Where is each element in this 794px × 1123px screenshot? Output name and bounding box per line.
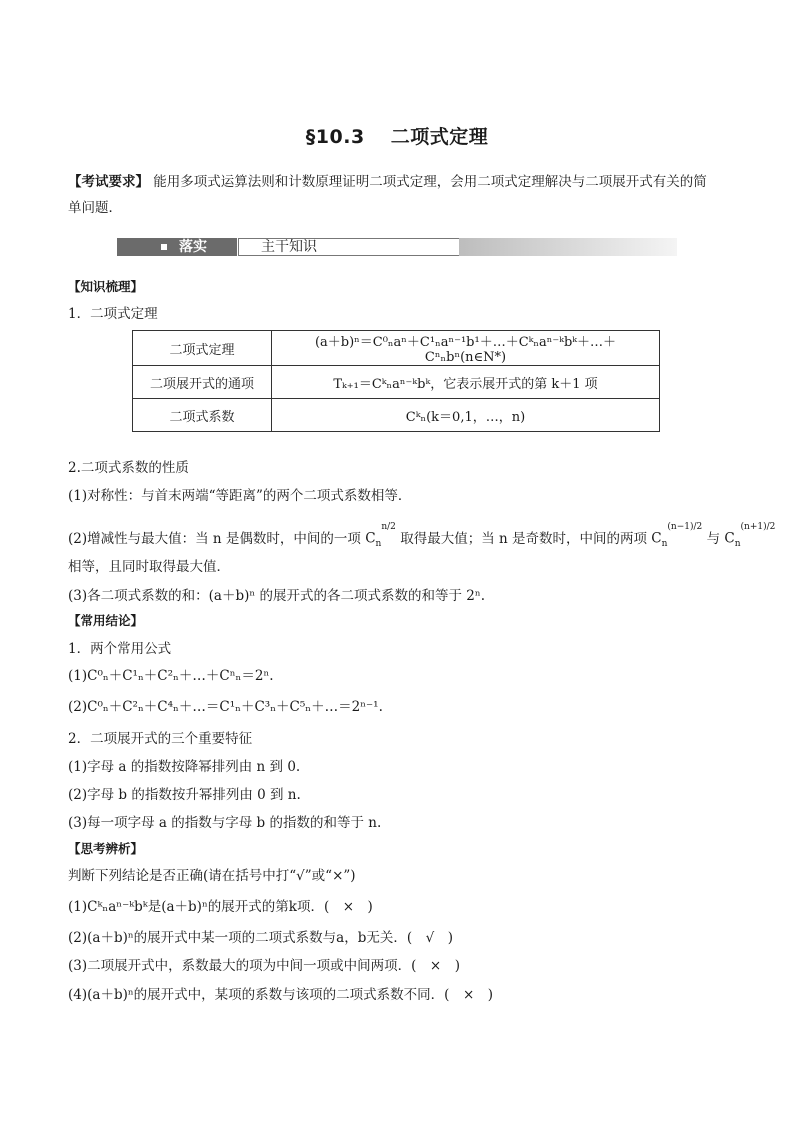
property-2-end: 相等，且同时取得最大值． [68,559,230,575]
requirement-label: 【考试要求】 [68,174,149,190]
binomial-symbol-high: $C_n^{(n+1)/2}$ [724,522,776,550]
feature-1: (1)字母 a 的指数按降幂排列由 n 到 0. [68,759,301,775]
page-title [0,122,794,149]
feature-2: (2)字母 b 的指数按升幂排列由 0 到 n. [68,787,301,803]
conclusion-item-1: 1．两个常用公式 [68,641,172,657]
property-1: (1)对称性：与首末两端“等距离”的两个二项式系数相等． [68,488,412,504]
property-2 [68,522,776,553]
requirement-line-2: 单问题． [68,200,122,216]
question-3: (3)二项展开式中，系数最大的项为中间一项或中间两项．( × ) [68,958,460,974]
binomial-symbol-mid: $C_n^{n/2}$ [365,522,396,550]
banner-gradient [459,238,677,256]
table-key: 二项式定理 [133,331,272,366]
banner-right [238,238,460,256]
table-row [133,399,660,432]
section-name: 二项式定理 [390,126,489,148]
square-bullet-icon [161,244,167,250]
binomial-table [132,330,660,432]
table-value: (a＋b)ⁿ＝C⁰ₙaⁿ＋C¹ₙaⁿ⁻¹b¹＋…＋Cᵏₙaⁿ⁻ᵏbᵏ＋…＋Cⁿₙbⁿ(n∈N*) [272,331,660,366]
property-2-part-a: (2)增减性与最大值：当 n 是偶数时，中间的一项 [68,531,361,548]
question-1: (1)Cᵏₙaⁿ⁻ᵏbᵏ是(a＋b)ⁿ的展开式的第k项．( × ) [68,899,373,915]
knowledge-heading: 【知识梳理】 [68,279,144,294]
formula-1: (1)C⁰ₙ＋C¹ₙ＋C²ₙ＋…＋Cⁿₙ＝2ⁿ. [68,668,274,684]
knowledge-item-2: 2.二项式系数的性质 [68,460,189,476]
question-2: (2)(a＋b)ⁿ的展开式中某一项的二项式系数与a，b无关．( √ ) [68,930,454,946]
thinking-intro: 判断下列结论是否正确(请在括号中打“√”或“×”) [68,868,356,884]
table-row [133,331,660,366]
question-4: (4)(a＋b)ⁿ的展开式中，某项的系数与该项的二项式系数不同．( × ) [68,987,494,1003]
feature-3: (3)每一项字母 a 的指数与字母 b 的指数的和等于 n. [68,815,382,831]
property-3: (3)各二项式系数的和：(a＋b)ⁿ 的展开式的各二项式系数的和等于 2ⁿ. [68,588,485,604]
formula-2: (2)C⁰ₙ＋C²ₙ＋C⁴ₙ＋…＝C¹ₙ＋C³ₙ＋C⁵ₙ＋…＝2ⁿ⁻¹. [68,699,383,715]
conclusion-item-2: 2．二项展开式的三个重要特征 [68,731,253,747]
conclusion-heading: 【常用结论】 [68,613,144,628]
section-banner [117,236,677,258]
requirement-line-1 [68,173,726,191]
banner-left [117,238,237,256]
banner-right-label: 主干知识 [261,239,317,255]
table-row [133,366,660,399]
property-2-part-c: 与 [706,531,721,548]
banner-left-label: 落实 [179,239,207,255]
property-2-part-b: 取得最大值；当 n 是奇数时，中间的两项 [400,531,647,548]
table-key: 二项式系数 [133,399,272,432]
table-value: Cᵏₙ(k＝0,1，…，n) [272,399,660,432]
binomial-symbol-low: $C_n^{(n-1)/2}$ [651,522,703,550]
table-key: 二项展开式的通项 [133,366,272,399]
thinking-heading: 【思考辨析】 [68,841,144,856]
table-value: Tₖ₊₁＝Cᵏₙaⁿ⁻ᵏbᵏ，它表示展开式的第 k＋1 项 [272,366,660,399]
section-number: §10.3 [305,126,365,148]
knowledge-item-1: 1．二项式定理 [68,306,158,322]
requirement-text-1: 能用多项式运算法则和计数原理证明二项式定理，会用二项式定理解决与二项展开式有关的简 [153,174,707,190]
